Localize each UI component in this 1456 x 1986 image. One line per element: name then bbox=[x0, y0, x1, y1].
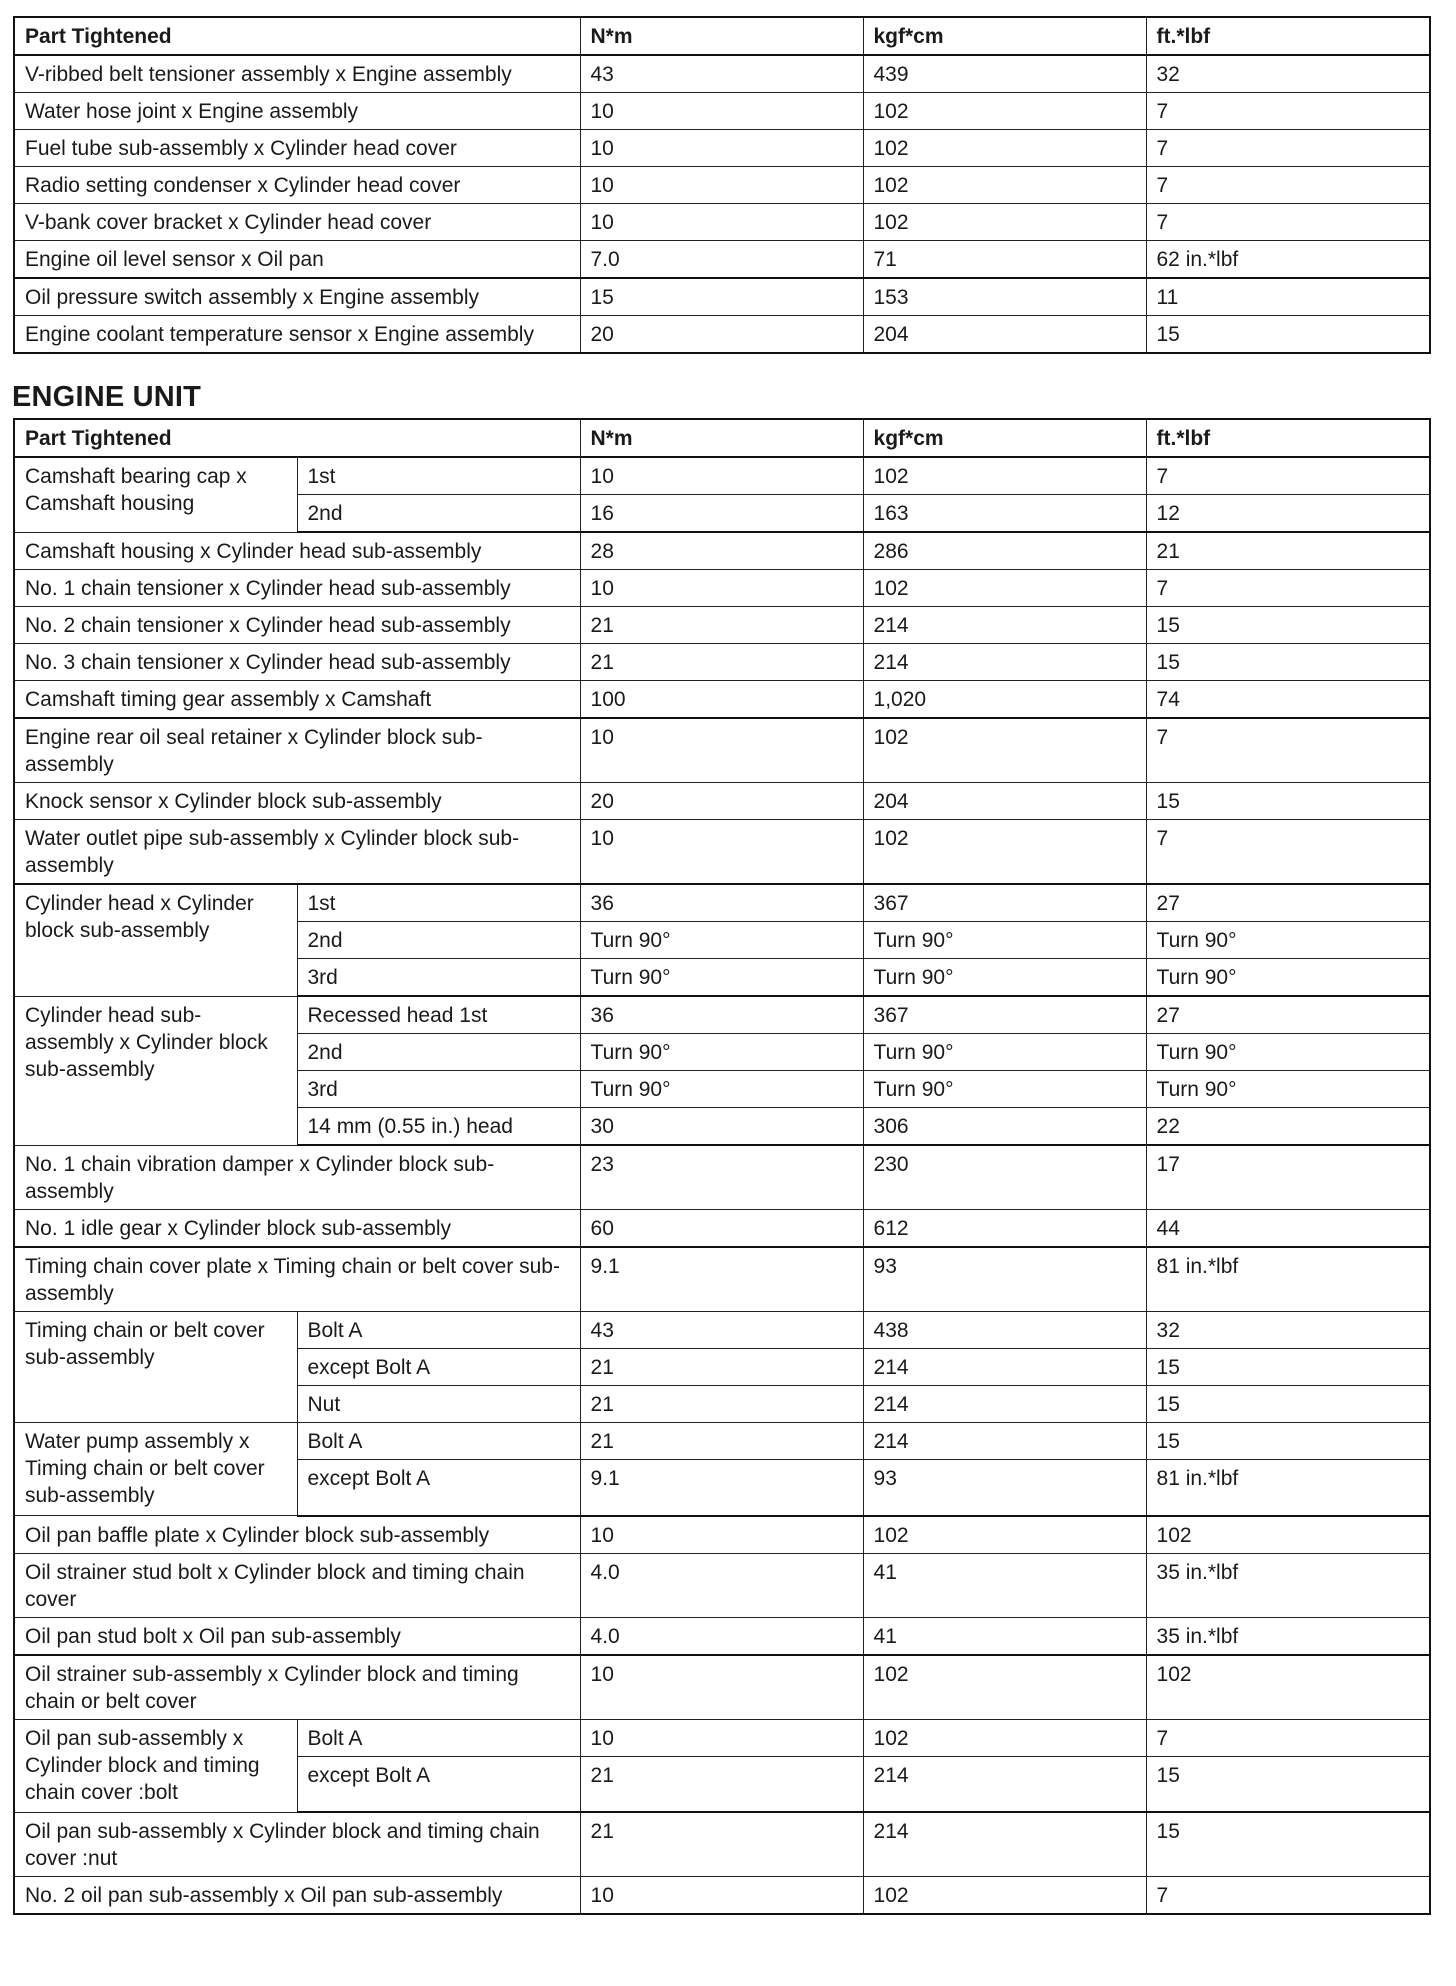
kgf-cell: 102 bbox=[863, 820, 1146, 885]
kgf-cell: 214 bbox=[863, 1812, 1146, 1877]
nm-cell: 28 bbox=[580, 532, 863, 570]
ft-cell: 7 bbox=[1146, 570, 1430, 607]
part-cell: Oil pan baffle plate x Cylinder block sub-assembly bbox=[14, 1516, 580, 1554]
table-row bbox=[14, 1655, 1430, 1720]
kgf-cell: 367 bbox=[863, 884, 1146, 922]
table-row bbox=[14, 644, 1430, 681]
nm-cell: 100 bbox=[580, 681, 863, 719]
nm-cell: 10 bbox=[580, 718, 863, 783]
nm-cell: 20 bbox=[580, 783, 863, 820]
step-cell: Recessed head 1st bbox=[297, 996, 580, 1034]
table-row bbox=[14, 204, 1430, 241]
nm-cell: Turn 90° bbox=[580, 959, 863, 997]
table-row bbox=[14, 316, 1430, 354]
ft-cell: 15 bbox=[1146, 1812, 1430, 1877]
kgf-cell: 214 bbox=[863, 1423, 1146, 1460]
section-title-engine-unit: ENGINE UNIT bbox=[12, 381, 202, 413]
step-cell: Nut bbox=[297, 1386, 580, 1423]
table-row bbox=[14, 783, 1430, 820]
kgf-cell: 102 bbox=[863, 570, 1146, 607]
nm-cell: 9.1 bbox=[580, 1460, 863, 1516]
nm-cell: 21 bbox=[580, 1756, 863, 1812]
step-cell: 2nd bbox=[297, 495, 580, 533]
kgf-cell: 102 bbox=[863, 167, 1146, 204]
table-row bbox=[14, 278, 1430, 316]
part-cell: No. 3 chain tensioner x Cylinder head sub-assembly bbox=[14, 644, 580, 681]
table-row bbox=[14, 718, 1430, 783]
nm-cell: 10 bbox=[580, 1655, 863, 1720]
nm-cell: 10 bbox=[580, 1516, 863, 1554]
step-cell: 3rd bbox=[297, 1071, 580, 1108]
step-cell: except Bolt A bbox=[297, 1349, 580, 1386]
nm-cell: 21 bbox=[580, 607, 863, 644]
step-cell: except Bolt A bbox=[297, 1756, 580, 1812]
part-cell: No. 2 oil pan sub-assembly x Oil pan sub-assembly bbox=[14, 1877, 580, 1915]
part-cell: V-bank cover bracket x Cylinder head cover bbox=[14, 204, 580, 241]
part-cell: Water hose joint x Engine assembly bbox=[14, 93, 580, 130]
kgf-cell: 153 bbox=[863, 278, 1146, 316]
kgf-cell: 102 bbox=[863, 718, 1146, 783]
part-cell: Oil pan sub-assembly x Cylinder block and timing chain cover :nut bbox=[14, 1812, 580, 1877]
nm-cell: 10 bbox=[580, 1719, 863, 1756]
table-row bbox=[14, 130, 1430, 167]
table-row bbox=[14, 1312, 1430, 1349]
table-row bbox=[14, 884, 1430, 922]
table-row bbox=[14, 1719, 1430, 1756]
kgf-cell: 367 bbox=[863, 996, 1146, 1034]
table-row bbox=[14, 1516, 1430, 1554]
table-row bbox=[14, 570, 1430, 607]
table-row bbox=[14, 681, 1430, 719]
step-cell: 1st bbox=[297, 884, 580, 922]
kgf-cell: 71 bbox=[863, 241, 1146, 279]
ft-cell: 7 bbox=[1146, 93, 1430, 130]
kgf-cell: 102 bbox=[863, 1719, 1146, 1756]
ft-cell: Turn 90° bbox=[1146, 1071, 1430, 1108]
kgf-cell: 612 bbox=[863, 1210, 1146, 1248]
table-row bbox=[14, 1553, 1430, 1617]
step-cell: Bolt A bbox=[297, 1719, 580, 1756]
nm-cell: 21 bbox=[580, 1349, 863, 1386]
part-cell: Oil pan stud bolt x Oil pan sub-assembly bbox=[14, 1617, 580, 1655]
nm-cell: 30 bbox=[580, 1108, 863, 1146]
kgf-cell: 41 bbox=[863, 1553, 1146, 1617]
table-row bbox=[14, 1145, 1430, 1210]
ft-cell: 7 bbox=[1146, 167, 1430, 204]
nm-cell: 9.1 bbox=[580, 1247, 863, 1312]
torque-table-engine-unit bbox=[13, 418, 1431, 1915]
table-row bbox=[14, 55, 1430, 93]
torque-table-top bbox=[13, 16, 1431, 354]
step-cell: 1st bbox=[297, 457, 580, 495]
kgf-cell: 1,020 bbox=[863, 681, 1146, 719]
nm-cell: 36 bbox=[580, 996, 863, 1034]
nm-cell: 36 bbox=[580, 884, 863, 922]
ft-cell: 81 in.*lbf bbox=[1146, 1247, 1430, 1312]
ft-cell: 15 bbox=[1146, 1423, 1430, 1460]
ft-cell: 35 in.*lbf bbox=[1146, 1617, 1430, 1655]
part-cell: No. 1 chain vibration damper x Cylinder block sub-assembly bbox=[14, 1145, 580, 1210]
part-cell: No. 1 chain tensioner x Cylinder head sub-assembly bbox=[14, 570, 580, 607]
nm-cell: 60 bbox=[580, 1210, 863, 1248]
ft-cell: 62 in.*lbf bbox=[1146, 241, 1430, 279]
part-cell: Oil pressure switch assembly x Engine assembly bbox=[14, 278, 580, 316]
ft-cell: 17 bbox=[1146, 1145, 1430, 1210]
step-cell: 2nd bbox=[297, 1034, 580, 1071]
ft-cell: 7 bbox=[1146, 1719, 1430, 1756]
kgf-cell: Turn 90° bbox=[863, 1034, 1146, 1071]
ft-cell: 15 bbox=[1146, 1756, 1430, 1812]
kgf-cell: 102 bbox=[863, 1516, 1146, 1554]
nm-cell: 10 bbox=[580, 167, 863, 204]
ft-cell: 102 bbox=[1146, 1655, 1430, 1720]
table-row bbox=[14, 820, 1430, 885]
header-ftlbf: ft.*lbf bbox=[1146, 419, 1430, 457]
ft-cell: Turn 90° bbox=[1146, 959, 1430, 997]
part-cell: Cylinder head x Cylinder block sub-assembly bbox=[14, 884, 297, 996]
nm-cell: 15 bbox=[580, 278, 863, 316]
step-cell: 2nd bbox=[297, 922, 580, 959]
table-row bbox=[14, 241, 1430, 279]
ft-cell: 15 bbox=[1146, 1349, 1430, 1386]
ft-cell: 7 bbox=[1146, 820, 1430, 885]
nm-cell: 4.0 bbox=[580, 1553, 863, 1617]
kgf-cell: 439 bbox=[863, 55, 1146, 93]
ft-cell: 32 bbox=[1146, 1312, 1430, 1349]
ft-cell: 21 bbox=[1146, 532, 1430, 570]
kgf-cell: 93 bbox=[863, 1460, 1146, 1516]
part-cell: Timing chain or belt cover sub-assembly bbox=[14, 1312, 297, 1423]
kgf-cell: 204 bbox=[863, 316, 1146, 354]
step-cell: Bolt A bbox=[297, 1423, 580, 1460]
kgf-cell: 163 bbox=[863, 495, 1146, 533]
ft-cell: 81 in.*lbf bbox=[1146, 1460, 1430, 1516]
kgf-cell: 214 bbox=[863, 1756, 1146, 1812]
ft-cell: 32 bbox=[1146, 55, 1430, 93]
step-cell: 3rd bbox=[297, 959, 580, 997]
nm-cell: 10 bbox=[580, 130, 863, 167]
nm-cell: 21 bbox=[580, 644, 863, 681]
kgf-cell: 102 bbox=[863, 1877, 1146, 1915]
ft-cell: 15 bbox=[1146, 644, 1430, 681]
ft-cell: 7 bbox=[1146, 130, 1430, 167]
part-cell: No. 2 chain tensioner x Cylinder head sub-assembly bbox=[14, 607, 580, 644]
header-kgfcm: kgf*cm bbox=[863, 17, 1146, 55]
part-cell: Camshaft timing gear assembly x Camshaft bbox=[14, 681, 580, 719]
nm-cell: 21 bbox=[580, 1812, 863, 1877]
header-nm: N*m bbox=[580, 17, 863, 55]
part-cell: Radio setting condenser x Cylinder head cover bbox=[14, 167, 580, 204]
ft-cell: 7 bbox=[1146, 718, 1430, 783]
nm-cell: 10 bbox=[580, 570, 863, 607]
part-cell: Water outlet pipe sub-assembly x Cylinder block sub-assembly bbox=[14, 820, 580, 885]
kgf-cell: Turn 90° bbox=[863, 959, 1146, 997]
kgf-cell: 214 bbox=[863, 607, 1146, 644]
kgf-cell: 204 bbox=[863, 783, 1146, 820]
ft-cell: 15 bbox=[1146, 783, 1430, 820]
kgf-cell: 102 bbox=[863, 93, 1146, 130]
ft-cell: 15 bbox=[1146, 1386, 1430, 1423]
kgf-cell: Turn 90° bbox=[863, 922, 1146, 959]
ft-cell: 27 bbox=[1146, 884, 1430, 922]
table-row bbox=[14, 1812, 1430, 1877]
table-row bbox=[14, 996, 1430, 1034]
kgf-cell: 214 bbox=[863, 1349, 1146, 1386]
table-row bbox=[14, 1247, 1430, 1312]
nm-cell: Turn 90° bbox=[580, 1071, 863, 1108]
table-row bbox=[14, 1877, 1430, 1915]
ft-cell: 15 bbox=[1146, 316, 1430, 354]
ft-cell: 44 bbox=[1146, 1210, 1430, 1248]
table-row bbox=[14, 1423, 1430, 1460]
table-row bbox=[14, 93, 1430, 130]
table-row bbox=[14, 532, 1430, 570]
ft-cell: 12 bbox=[1146, 495, 1430, 533]
kgf-cell: 102 bbox=[863, 457, 1146, 495]
part-cell: V-ribbed belt tensioner assembly x Engine assembly bbox=[14, 55, 580, 93]
ft-cell: 7 bbox=[1146, 457, 1430, 495]
ft-cell: Turn 90° bbox=[1146, 1034, 1430, 1071]
part-cell: Engine coolant temperature sensor x Engine assembly bbox=[14, 316, 580, 354]
part-cell: Engine rear oil seal retainer x Cylinder block sub-assembly bbox=[14, 718, 580, 783]
nm-cell: 4.0 bbox=[580, 1617, 863, 1655]
part-cell: Fuel tube sub-assembly x Cylinder head cover bbox=[14, 130, 580, 167]
step-cell: Bolt A bbox=[297, 1312, 580, 1349]
table-row bbox=[14, 1210, 1430, 1248]
header-part-tightened: Part Tightened bbox=[14, 419, 580, 457]
nm-cell: 16 bbox=[580, 495, 863, 533]
nm-cell: Turn 90° bbox=[580, 1034, 863, 1071]
kgf-cell: 306 bbox=[863, 1108, 1146, 1146]
nm-cell: 10 bbox=[580, 1877, 863, 1915]
ft-cell: 102 bbox=[1146, 1516, 1430, 1554]
kgf-cell: 102 bbox=[863, 130, 1146, 167]
kgf-cell: 93 bbox=[863, 1247, 1146, 1312]
nm-cell: 20 bbox=[580, 316, 863, 354]
table-row bbox=[14, 457, 1430, 495]
table-header-row bbox=[14, 419, 1430, 457]
ft-cell: 22 bbox=[1146, 1108, 1430, 1146]
part-cell: Camshaft bearing cap x Camshaft housing bbox=[14, 457, 297, 532]
step-cell: 14 mm (0.55 in.) head bbox=[297, 1108, 580, 1146]
nm-cell: 10 bbox=[580, 204, 863, 241]
part-cell: Camshaft housing x Cylinder head sub-assembly bbox=[14, 532, 580, 570]
part-cell: Water pump assembly x Timing chain or belt cover sub-assembly bbox=[14, 1423, 297, 1516]
kgf-cell: 41 bbox=[863, 1617, 1146, 1655]
header-kgfcm: kgf*cm bbox=[863, 419, 1146, 457]
table-row bbox=[14, 167, 1430, 204]
nm-cell: 23 bbox=[580, 1145, 863, 1210]
ft-cell: 35 in.*lbf bbox=[1146, 1553, 1430, 1617]
part-cell: Oil strainer stud bolt x Cylinder block and timing chain cover bbox=[14, 1553, 580, 1617]
ft-cell: 11 bbox=[1146, 278, 1430, 316]
part-cell: No. 1 idle gear x Cylinder block sub-assembly bbox=[14, 1210, 580, 1248]
ft-cell: 15 bbox=[1146, 607, 1430, 644]
nm-cell: 10 bbox=[580, 820, 863, 885]
part-cell: Timing chain cover plate x Timing chain or belt cover sub-assembly bbox=[14, 1247, 580, 1312]
part-cell: Engine oil level sensor x Oil pan bbox=[14, 241, 580, 279]
ft-cell: Turn 90° bbox=[1146, 922, 1430, 959]
header-nm: N*m bbox=[580, 419, 863, 457]
kgf-cell: 438 bbox=[863, 1312, 1146, 1349]
ft-cell: 74 bbox=[1146, 681, 1430, 719]
kgf-cell: 102 bbox=[863, 1655, 1146, 1720]
kgf-cell: Turn 90° bbox=[863, 1071, 1146, 1108]
header-ftlbf: ft.*lbf bbox=[1146, 17, 1430, 55]
ft-cell: 7 bbox=[1146, 204, 1430, 241]
part-cell: Oil strainer sub-assembly x Cylinder block and timing chain or belt cover bbox=[14, 1655, 580, 1720]
step-cell: except Bolt A bbox=[297, 1460, 580, 1516]
kgf-cell: 230 bbox=[863, 1145, 1146, 1210]
nm-cell: 21 bbox=[580, 1423, 863, 1460]
nm-cell: 10 bbox=[580, 93, 863, 130]
kgf-cell: 102 bbox=[863, 204, 1146, 241]
nm-cell: Turn 90° bbox=[580, 922, 863, 959]
ft-cell: 27 bbox=[1146, 996, 1430, 1034]
kgf-cell: 214 bbox=[863, 644, 1146, 681]
part-cell: Knock sensor x Cylinder block sub-assembly bbox=[14, 783, 580, 820]
ft-cell: 7 bbox=[1146, 1877, 1430, 1915]
nm-cell: 7.0 bbox=[580, 241, 863, 279]
header-part-tightened: Part Tightened bbox=[14, 17, 580, 55]
table-header-row bbox=[14, 17, 1430, 55]
nm-cell: 43 bbox=[580, 55, 863, 93]
table-row bbox=[14, 607, 1430, 644]
part-cell: Oil pan sub-assembly x Cylinder block and timing chain cover :bolt bbox=[14, 1719, 297, 1812]
kgf-cell: 214 bbox=[863, 1386, 1146, 1423]
nm-cell: 21 bbox=[580, 1386, 863, 1423]
nm-cell: 10 bbox=[580, 457, 863, 495]
kgf-cell: 286 bbox=[863, 532, 1146, 570]
part-cell: Cylinder head sub-assembly x Cylinder block sub-assembly bbox=[14, 996, 297, 1145]
table-row bbox=[14, 1617, 1430, 1655]
nm-cell: 43 bbox=[580, 1312, 863, 1349]
